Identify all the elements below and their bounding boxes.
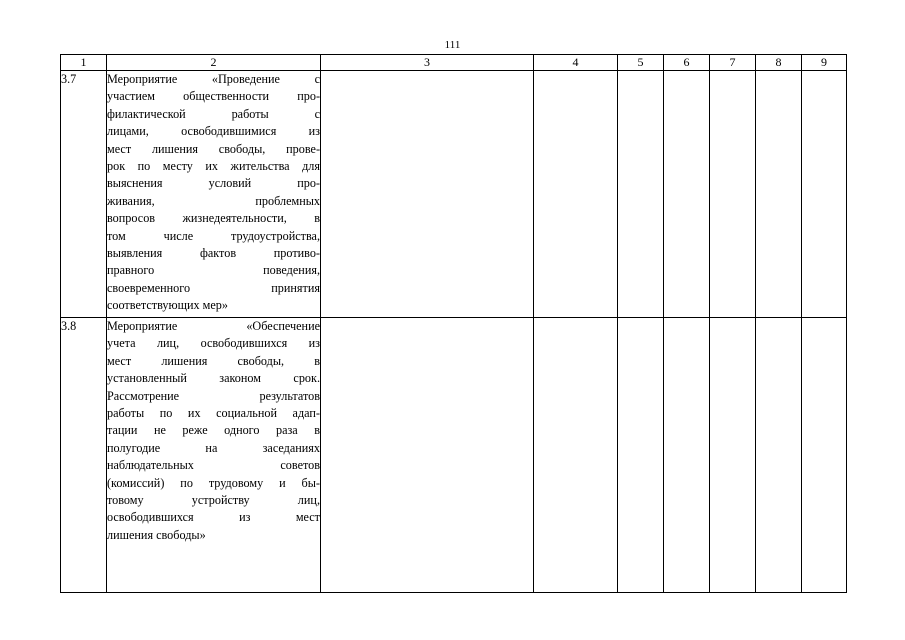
- column-header: 3: [321, 55, 534, 71]
- empty-cell: [756, 71, 802, 318]
- measure-description: [107, 71, 321, 318]
- text-line: тации не реже одного раза в: [107, 423, 320, 438]
- column-header: 7: [710, 55, 756, 71]
- text-line: живания, проблемных: [107, 193, 320, 208]
- text-line: работы по их социальной адап-: [107, 405, 320, 420]
- text-line: правного поведения,: [107, 263, 320, 278]
- column-header: 9: [802, 55, 847, 71]
- column-header: 4: [534, 55, 618, 71]
- table-row: [61, 71, 847, 318]
- text-line: освободившихся из мест: [107, 510, 320, 525]
- measures-table: [60, 54, 847, 593]
- text-line: товому устройству лиц,: [107, 492, 320, 507]
- text-line: лишения свободы»: [107, 527, 206, 542]
- text-line: выяснения условий про-: [107, 176, 320, 191]
- text-line: лицами, освободившимися из: [107, 124, 320, 139]
- empty-cell: [756, 318, 802, 593]
- row-number: 3.8: [61, 318, 107, 593]
- text-line: Рассмотрение результатов: [107, 388, 320, 403]
- table-header-row: [61, 55, 847, 71]
- text-line: Мероприятие «Обеспечение: [107, 319, 320, 333]
- text-line: выявления фактов противо-: [107, 245, 320, 260]
- column-header: 8: [756, 55, 802, 71]
- text-line: мест лишения свободы, прове-: [107, 141, 320, 156]
- text-line: соответствующих мер»: [107, 298, 228, 313]
- measure-description: [107, 318, 321, 593]
- empty-cell: [664, 318, 710, 593]
- text-line: своевременного принятия: [107, 280, 320, 295]
- empty-cell: [534, 71, 618, 318]
- text-line: мест лишения свободы, в: [107, 353, 320, 368]
- page-number: 111: [444, 39, 461, 51]
- table-row: [61, 318, 847, 593]
- empty-cell: [618, 318, 664, 593]
- text-line: вопросов жизнедеятельности, в: [107, 211, 320, 226]
- row-number: 3.7: [61, 71, 107, 318]
- empty-cell: [321, 318, 534, 593]
- empty-cell: [802, 71, 847, 318]
- text-line: Мероприятие «Проведение с: [107, 72, 320, 86]
- empty-cell: [534, 318, 618, 593]
- text-line: том числе трудоустройства,: [107, 228, 320, 243]
- text-line: полугодие на заседаниях: [107, 440, 320, 455]
- column-header: 5: [618, 55, 664, 71]
- text-line: участием общественности про-: [107, 89, 320, 104]
- text-line: рок по месту их жительства для: [107, 158, 320, 173]
- text-line: учета лиц, освободившихся из: [107, 336, 320, 351]
- column-header: 1: [61, 55, 107, 71]
- empty-cell: [664, 71, 710, 318]
- empty-cell: [710, 71, 756, 318]
- empty-cell: [710, 318, 756, 593]
- text-line: (комиссий) по трудовому и бы-: [107, 475, 320, 490]
- empty-cell: [321, 71, 534, 318]
- empty-cell: [618, 71, 664, 318]
- text-line: наблюдательных советов: [107, 458, 320, 473]
- column-header: 6: [664, 55, 710, 71]
- column-header: 2: [107, 55, 321, 71]
- empty-cell: [802, 318, 847, 593]
- text-line: филактической работы с: [107, 106, 320, 121]
- text-line: установленный законом срок.: [107, 371, 320, 386]
